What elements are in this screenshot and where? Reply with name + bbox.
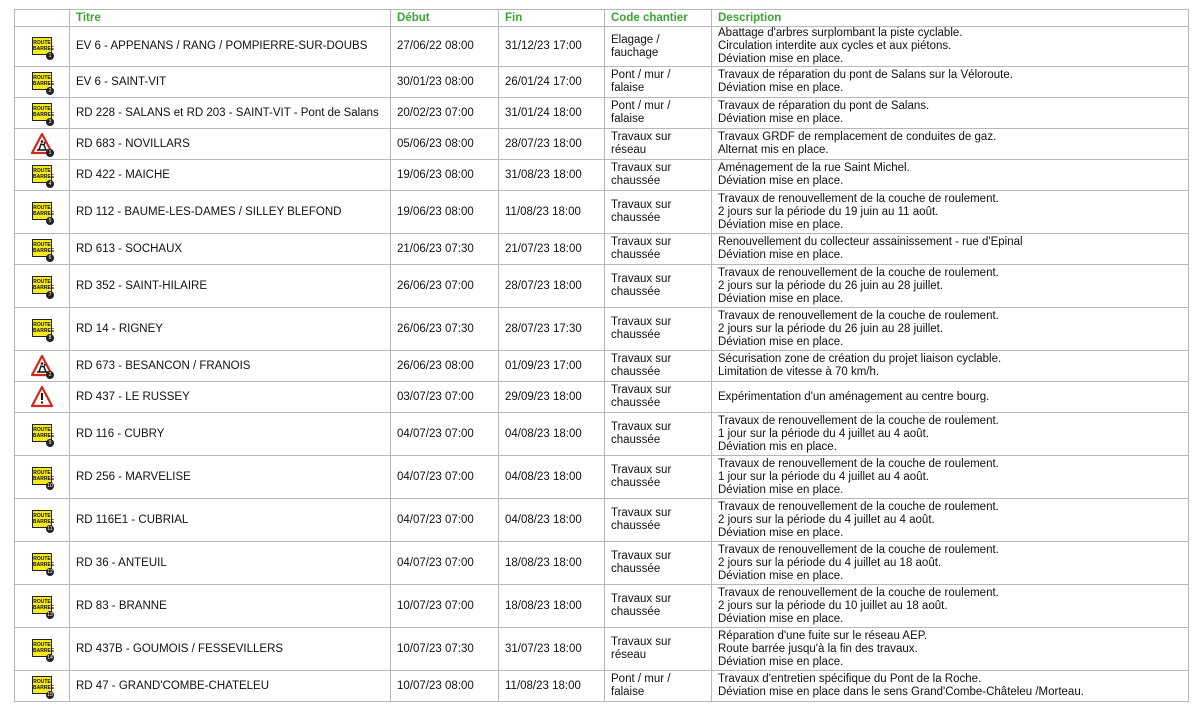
description-cell	[712, 382, 1189, 413]
start-cell: 21/06/23 07:30	[391, 234, 499, 265]
sign-line1: ROUTE	[33, 106, 51, 112]
description-cell	[712, 160, 1189, 191]
table-row[interactable]	[15, 129, 1189, 160]
icon-cell	[15, 98, 70, 129]
description-line: Travaux de renouvellement de la couche de roulement.	[718, 457, 999, 470]
description-line: Déviation mise en place.	[718, 218, 844, 231]
row-number-badge: 3	[46, 118, 54, 126]
description-line: Déviation mise en place.	[718, 53, 844, 65]
description-cell	[712, 351, 1189, 382]
description-line: Travaux de renouvellement de la couche de roulement.	[718, 414, 999, 427]
title-cell: RD 437B - GOUMOIS / FESSEVILLERS	[70, 628, 391, 671]
warning-icon	[31, 386, 53, 408]
sign-line2: BARREE	[33, 605, 55, 611]
icon-cell	[15, 308, 70, 351]
road-closed-icon	[31, 595, 53, 617]
code-cell: Pont / mur / falaise	[605, 98, 712, 129]
row-number-badge: 1	[46, 52, 54, 60]
description-line: Renouvellement du collecteur assainissement - rue d'Epinal	[718, 236, 1023, 248]
start-cell: 04/07/23 07:00	[391, 499, 499, 542]
description-line: Déviation mise en place.	[718, 569, 844, 582]
description-line: Déviation mis en place.	[718, 440, 837, 453]
end-cell: 28/07/23 18:00	[499, 265, 605, 308]
end-cell: 11/08/23 18:00	[499, 671, 605, 702]
icon-cell	[15, 671, 70, 702]
sign-line2: BARREE	[33, 248, 55, 254]
sign-line1: ROUTE	[33, 642, 51, 648]
table-row[interactable]	[15, 27, 1189, 67]
description-line: Travaux de renouvellement de la couche de roulement.	[718, 192, 999, 205]
road-closed-icon	[31, 201, 53, 223]
description-line: Travaux GRDF de remplacement de conduites de gaz.	[718, 131, 997, 143]
road-closed-icon	[31, 638, 53, 660]
end-cell: 28/07/23 18:00	[499, 129, 605, 160]
road-closed-icon	[31, 318, 53, 340]
start-cell: 04/07/23 07:00	[391, 413, 499, 456]
description-cell	[712, 191, 1189, 234]
sign-line2: BARREE	[33, 476, 55, 482]
code-cell: Travaux sur chaussée	[605, 456, 712, 499]
end-cell: 31/07/23 18:00	[499, 628, 605, 671]
code-cell: Travaux sur réseau	[605, 628, 712, 671]
sign-line1: ROUTE	[33, 679, 51, 685]
code-cell: Pont / mur / falaise	[605, 67, 712, 98]
end-cell: 31/01/24 18:00	[499, 98, 605, 129]
icon-cell	[15, 234, 70, 265]
row-number-badge: 11	[47, 526, 53, 532]
icon-cell	[15, 129, 70, 160]
icon-cell	[15, 382, 70, 413]
road-closed-icon	[31, 509, 53, 531]
table-row[interactable]	[15, 308, 1189, 351]
table-row[interactable]	[15, 628, 1189, 671]
description-cell	[712, 98, 1189, 129]
title-cell: EV 6 - SAINT-VIT	[70, 67, 391, 98]
roadworks-icon	[31, 355, 53, 377]
table-row[interactable]	[15, 160, 1189, 191]
sign-line2: BARREE	[33, 174, 55, 180]
header-icon	[15, 10, 70, 27]
sign-line2: BARREE	[33, 211, 55, 217]
sign-line1: ROUTE	[33, 556, 51, 562]
description-line: Travaux de renouvellement de la couche de roulement.	[718, 309, 999, 322]
description-cell	[712, 456, 1189, 499]
row-number-badge: 13	[47, 612, 53, 618]
description-line: 2 jours sur la période du 10 juillet au 18 août.	[718, 599, 948, 612]
code-cell: Pont / mur / falaise	[605, 671, 712, 702]
description-line: Expérimentation d'un aménagement au centre bourg.	[718, 390, 990, 403]
end-cell: 21/07/23 18:00	[499, 234, 605, 265]
description-cell	[712, 671, 1189, 702]
end-cell: 29/09/23 18:00	[499, 382, 605, 413]
table-row[interactable]	[15, 413, 1189, 456]
table-row[interactable]	[15, 98, 1189, 129]
table-row[interactable]	[15, 671, 1189, 702]
description-line: 2 jours sur la période du 4 juillet au 18 août.	[718, 556, 942, 569]
end-cell: 01/09/23 17:00	[499, 351, 605, 382]
sign-line1: ROUTE	[33, 205, 51, 211]
road-closed-icon	[31, 164, 53, 186]
end-cell: 04/08/23 18:00	[499, 499, 605, 542]
icon-cell	[15, 413, 70, 456]
table-row[interactable]	[15, 265, 1189, 308]
header-start[interactable]: Début	[391, 10, 499, 27]
description-line: Déviation mise en place dans le sens Grand'Combe-Châteleu /Morteau.	[718, 686, 1084, 698]
road-closed-icon	[31, 675, 53, 697]
title-cell: EV 6 - APPENANS / RANG / POMPIERRE-SUR-DOUBS	[70, 27, 391, 67]
table-row[interactable]	[15, 499, 1189, 542]
description-cell	[712, 628, 1189, 671]
start-cell: 04/07/23 07:00	[391, 542, 499, 585]
description-line: 2 jours sur la période du 4 juillet au 4 août.	[718, 513, 935, 526]
sign-line2: BARREE	[33, 81, 55, 87]
icon-cell	[15, 585, 70, 628]
start-cell: 26/06/23 08:00	[391, 351, 499, 382]
description-cell	[712, 27, 1189, 67]
code-cell: Travaux sur chaussée	[605, 382, 712, 413]
description-line: Déviation mise en place.	[718, 526, 844, 539]
row-number-badge: 14	[47, 655, 53, 661]
title-cell: RD 228 - SALANS et RD 203 - SAINT-VIT - Pont de Salans	[70, 98, 391, 129]
roadworks-table	[14, 9, 1189, 702]
title-cell: RD 683 - NOVILLARS	[70, 129, 391, 160]
code-cell: Travaux sur chaussée	[605, 160, 712, 191]
title-cell: RD 673 - BESANCON / FRANOIS	[70, 351, 391, 382]
icon-cell	[15, 67, 70, 98]
sign-line2: BARREE	[33, 328, 55, 334]
description-line: Travaux de renouvellement de la couche de roulement.	[718, 543, 999, 556]
description-cell	[712, 265, 1189, 308]
row-number-badge: 4	[46, 180, 54, 188]
description-line: Alternat mis en place.	[718, 144, 829, 156]
road-closed-icon	[31, 71, 53, 93]
start-cell: 30/01/23 08:00	[391, 67, 499, 98]
header-end[interactable]: Fin	[499, 10, 605, 27]
description-line: Travaux de renouvellement de la couche de roulement.	[718, 500, 999, 513]
road-closed-icon	[31, 552, 53, 574]
sign-line1: ROUTE	[33, 322, 51, 328]
description-line: Travaux de renouvellement de la couche de roulement.	[718, 586, 999, 599]
sign-line1: ROUTE	[33, 470, 51, 476]
title-cell: RD 112 - BAUME-LES-DAMES / SILLEY BLEFOND	[70, 191, 391, 234]
sign-line1: ROUTE	[33, 513, 51, 519]
end-cell: 04/08/23 18:00	[499, 413, 605, 456]
row-number-badge: 9	[46, 439, 54, 447]
icon-cell	[15, 499, 70, 542]
row-number-badge: 1	[46, 149, 54, 157]
description-line: Déviation mise en place.	[718, 249, 844, 261]
end-cell: 28/07/23 17:30	[499, 308, 605, 351]
code-cell: Travaux sur chaussée	[605, 542, 712, 585]
description-line: 1 jour sur la période du 4 juillet au 4 août.	[718, 470, 929, 483]
code-cell: Travaux sur chaussée	[605, 585, 712, 628]
header-code[interactable]: Code chantier	[605, 10, 712, 27]
title-cell: RD 613 - SOCHAUX	[70, 234, 391, 265]
row-number-badge: 2	[46, 371, 54, 379]
sign-line2: BARREE	[33, 685, 55, 691]
row-number-badge: 2	[46, 87, 54, 95]
start-cell: 10/07/23 07:30	[391, 628, 499, 671]
description-line: Déviation mise en place.	[718, 335, 844, 348]
description-line: Réparation d'une fuite sur le réseau AEP.	[718, 629, 928, 642]
table-row[interactable]	[15, 542, 1189, 585]
icon-cell	[15, 628, 70, 671]
title-cell: RD 422 - MAICHE	[70, 160, 391, 191]
end-cell: 04/08/23 18:00	[499, 456, 605, 499]
code-cell: Elagage / fauchage	[605, 27, 712, 67]
table-row[interactable]	[15, 456, 1189, 499]
description-line: Route barrée jusqu'à la fin des travaux.	[718, 642, 918, 655]
sign-line1: ROUTE	[33, 427, 51, 433]
description-cell	[712, 542, 1189, 585]
start-cell: 10/07/23 07:00	[391, 585, 499, 628]
sign-line1: ROUTE	[33, 75, 51, 81]
description-cell	[712, 234, 1189, 265]
table-row[interactable]	[15, 351, 1189, 382]
description-cell	[712, 129, 1189, 160]
road-closed-icon	[31, 423, 53, 445]
description-line: 2 jours sur la période du 26 juin au 28 juillet.	[718, 279, 944, 292]
start-cell: 19/06/23 08:00	[391, 191, 499, 234]
description-line: Limitation de vitesse à 70 km/h.	[718, 366, 880, 378]
description-cell	[712, 499, 1189, 542]
title-cell: RD 256 - MARVELISE	[70, 456, 391, 499]
sign-line1: ROUTE	[33, 242, 51, 248]
sign-line1: ROUTE	[33, 599, 51, 605]
title-cell: RD 14 - RIGNEY	[70, 308, 391, 351]
road-closed-icon	[31, 36, 53, 58]
sign-line1: ROUTE	[33, 168, 51, 174]
row-number-badge: 15	[47, 692, 53, 698]
description-line: 1 jour sur la période du 4 juillet au 4 août.	[718, 427, 929, 440]
start-cell: 26/06/23 07:30	[391, 308, 499, 351]
start-cell: 04/07/23 07:00	[391, 456, 499, 499]
description-cell	[712, 67, 1189, 98]
end-cell: 31/12/23 17:00	[499, 27, 605, 67]
icon-cell	[15, 351, 70, 382]
description-line: Travaux de réparation du pont de Salans.	[718, 100, 930, 112]
title-cell: RD 437 - LE RUSSEY	[70, 382, 391, 413]
row-number-badge: 7	[46, 291, 54, 299]
icon-cell	[15, 542, 70, 585]
end-cell: 18/08/23 18:00	[499, 542, 605, 585]
sign-line2: BARREE	[33, 648, 55, 654]
end-cell: 31/08/23 18:00	[499, 160, 605, 191]
header-description[interactable]: Description	[712, 10, 1189, 27]
code-cell: Travaux sur chaussée	[605, 308, 712, 351]
table-row[interactable]	[15, 191, 1189, 234]
description-line: Abattage d'arbres surplombant la piste cyclable.	[718, 27, 963, 39]
code-cell: Travaux sur réseau	[605, 129, 712, 160]
sign-line2: BARREE	[33, 45, 55, 52]
icon-cell	[15, 27, 70, 67]
description-cell	[712, 413, 1189, 456]
row-number-badge: 5	[46, 217, 54, 225]
description-line: Sécurisation zone de création du projet liaison cyclable.	[718, 353, 1002, 365]
triangle-sign	[31, 386, 53, 408]
roadworks-icon	[31, 133, 53, 155]
description-line: Déviation mise en place.	[718, 483, 844, 496]
table-row[interactable]	[15, 67, 1189, 98]
icon-cell	[15, 191, 70, 234]
start-cell: 10/07/23 08:00	[391, 671, 499, 702]
description-line: Déviation mise en place.	[718, 175, 844, 187]
description-cell	[712, 585, 1189, 628]
description-line: 2 jours sur la période du 19 juin au 11 août.	[718, 205, 939, 218]
description-line: Déviation mise en place.	[718, 292, 844, 305]
start-cell: 05/06/23 08:00	[391, 129, 499, 160]
road-closed-icon	[31, 466, 53, 488]
start-cell: 27/06/22 08:00	[391, 27, 499, 67]
code-cell: Travaux sur chaussée	[605, 351, 712, 382]
description-line: Déviation mise en place.	[718, 612, 844, 625]
title-cell: RD 83 - BRANNE	[70, 585, 391, 628]
table-header-row	[15, 10, 1189, 27]
sign-line1: ROUTE	[33, 39, 51, 46]
code-cell: Travaux sur chaussée	[605, 499, 712, 542]
description-line: 2 jours sur la période du 26 juin au 28 juillet.	[718, 322, 944, 335]
description-cell	[712, 308, 1189, 351]
description-line: Travaux de renouvellement de la couche de roulement.	[718, 266, 999, 279]
table-row[interactable]	[15, 585, 1189, 628]
code-cell: Travaux sur chaussée	[605, 265, 712, 308]
start-cell: 20/02/23 07:00	[391, 98, 499, 129]
icon-cell	[15, 160, 70, 191]
end-cell: 11/08/23 18:00	[499, 191, 605, 234]
sign-line1: ROUTE	[33, 279, 51, 285]
end-cell: 26/01/24 17:00	[499, 67, 605, 98]
title-cell: RD 116E1 - CUBRIAL	[70, 499, 391, 542]
description-line: Aménagement de la rue Saint Michel.	[718, 162, 910, 174]
row-number-badge: 12	[47, 569, 53, 575]
description-line: Déviation mise en place.	[718, 82, 844, 94]
table-row[interactable]	[15, 382, 1189, 413]
code-cell: Travaux sur chaussée	[605, 191, 712, 234]
sign-line2: BARREE	[33, 562, 55, 568]
code-cell: Travaux sur chaussée	[605, 234, 712, 265]
start-cell: 03/07/23 07:00	[391, 382, 499, 413]
description-line: Déviation mise en place.	[718, 113, 844, 125]
sign-line2: BARREE	[33, 112, 55, 118]
header-title[interactable]: Titre	[70, 10, 391, 27]
row-number-badge: 8	[46, 334, 54, 342]
description-line: Circulation interdite aux cycles et aux piétons.	[718, 40, 952, 52]
sign-line2: BARREE	[33, 519, 55, 525]
title-cell: RD 352 - SAINT-HILAIRE	[70, 265, 391, 308]
description-line: Travaux d'entretien spécifique du Pont de la Roche.	[718, 673, 982, 685]
title-cell: RD 36 - ANTEUIL	[70, 542, 391, 585]
row-number-badge: 6	[46, 254, 54, 262]
description-line: Déviation mise en place.	[718, 655, 844, 668]
start-cell: 19/06/23 08:00	[391, 160, 499, 191]
table-row[interactable]	[15, 234, 1189, 265]
road-closed-icon	[31, 238, 53, 260]
start-cell: 26/06/23 07:00	[391, 265, 499, 308]
sign-line2: BARREE	[33, 285, 55, 291]
icon-cell	[15, 265, 70, 308]
sign-line2: BARREE	[33, 433, 55, 439]
code-cell: Travaux sur chaussée	[605, 413, 712, 456]
row-number-badge: 10	[47, 483, 53, 489]
end-cell: 18/08/23 18:00	[499, 585, 605, 628]
icon-cell	[15, 456, 70, 499]
description-line: Travaux de réparation du pont de Salans sur la Véloroute.	[718, 69, 1013, 81]
road-closed-icon	[31, 102, 53, 124]
title-cell: RD 116 - CUBRY	[70, 413, 391, 456]
title-cell: RD 47 - GRAND'COMBE-CHATELEU	[70, 671, 391, 702]
road-closed-icon	[31, 275, 53, 297]
